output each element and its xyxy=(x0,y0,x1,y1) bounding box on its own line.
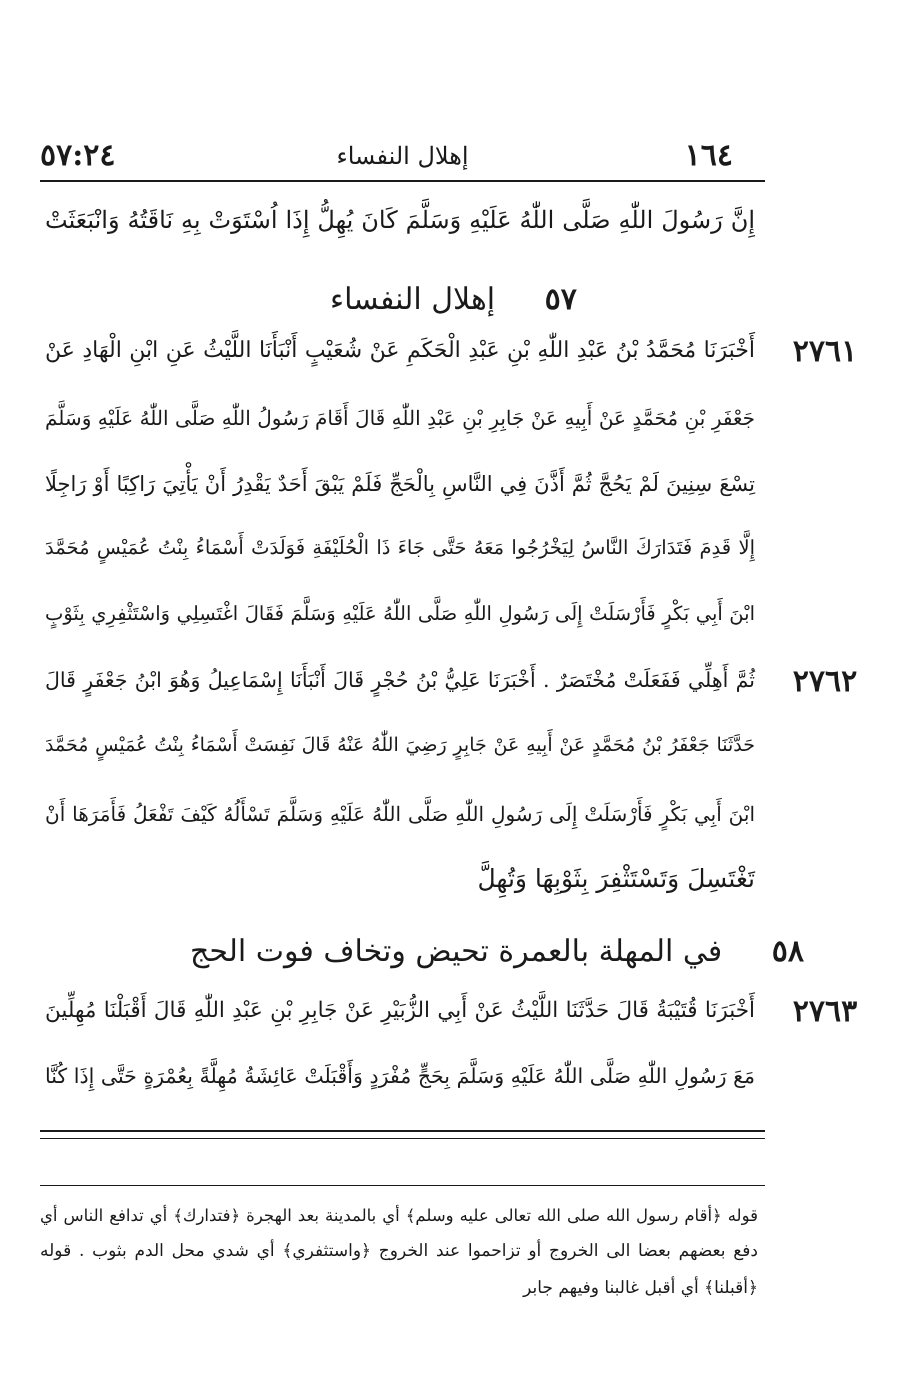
hadith-2761-line-3: تِسْعَ سِنِينَ لَمْ يَحُجَّ ثُمَّ أَذَّنَ فِي النَّاسِ بِالْحَجِّ فَلَمْ يَبْقَ أَحَدٌ يَقْدِرُ أَنْ يَأْتِيَ رَاكِبًا أَوْ رَاجِلًا xyxy=(45,472,755,496)
hadith-number-2761: ٢٧٦١ xyxy=(792,334,858,369)
hadith-2762-line-1: ثُمَّ أَهِلِّي فَفَعَلَتْ مُخْتَصَرٌ . أَخْبَرَنَا عَلِيُّ بْنُ حُجْرٍ قَالَ أَنْبَأَنَا إِسْمَاعِيلُ وَهُوَ ابْنُ جَعْفَرٍ قَالَ xyxy=(45,668,755,692)
hadith-2761-line-4: إِلَّا قَدِمَ فَتَدَارَكَ النَّاسُ لِيَخْرُجُوا مَعَهُ حَتَّى جَاءَ ذَا الْحُلَيْفَةِ فَوَلَدَتْ أَسْمَاءُ بِنْتُ عُمَيْسٍ مُحَمَّدَ xyxy=(45,536,755,559)
hadith-2761-line-2: جَعْفَرِ بْنِ مُحَمَّدٍ عَنْ أَبِيهِ عَنْ جَابِرِ بْنِ عَبْدِ اللّٰهِ قَالَ أَقَامَ رَسُولُ اللّٰهِ صَلَّى اللّٰهُ عَلَيْهِ وَسَلَّمَ xyxy=(45,406,756,430)
header-title: إهلال النفساء xyxy=(336,142,469,170)
continuation-line: إِنَّ رَسُولَ اللّٰهِ صَلَّى اللّٰهُ عَلَيْهِ وَسَلَّمَ كَانَ يُهِلُّ إِذَا اُسْتَوَتْ بِهِ نَاقَتُهُ وَانْبَعَثَتْ xyxy=(45,206,755,234)
page-header xyxy=(40,138,765,178)
hadith-2762-line-4: تَغْتَسِلَ وَتَسْتَثْفِرَ بِثَوْبِهَا وَتُهِلَّ xyxy=(477,864,755,893)
footnote-line-2: دفع بعضهم بعضا الى الخروج أو تزاحموا عند الخروج ﴿واستثفري﴾ أي شدي محل الدم بثوب . قوله xyxy=(40,1241,758,1261)
page-number: ١٦٤ xyxy=(684,138,733,173)
header-reference: ٥٧:٢٤ xyxy=(40,138,116,173)
chapter-heading-57 xyxy=(330,282,577,317)
footnote-rule xyxy=(40,1185,765,1186)
hadith-2762-line-3: ابْنَ أَبِي بَكْرٍ فَأَرْسَلَتْ إِلَى رَسُولِ اللّٰهِ صَلَّى اللّٰهُ عَلَيْهِ وَسَلَّمَ تَسْأَلُهُ كَيْفَ تَفْعَلُ فَأَمَرَهَا أَنْ xyxy=(45,802,755,826)
hadith-2763-line-2: مَعَ رَسُولِ اللّٰهِ صَلَّى اللّٰهُ عَلَيْهِ وَسَلَّمَ بِحَجٍّ مُفْرَدٍ وَأَقْبَلَتْ عَائِشَةُ مُهِلَّةً بِعُمْرَةٍ حَتَّى إِذَا كُنَّا xyxy=(45,1064,755,1088)
chapter-title: في المهلة بالعمرة تحيض وتخاف فوت الحج xyxy=(190,934,723,969)
hadith-2761-line-5: ابْنَ أَبِي بَكْرٍ فَأَرْسَلَتْ إِلَى رَسُولِ اللّٰهِ صَلَّى اللّٰهُ عَلَيْهِ وَسَلَّمَ فَقَالَ اغْتَسِلِي وَاسْتَثْفِرِي بِثَوْبٍ xyxy=(45,602,755,625)
chapter-number: ٥٧ xyxy=(544,282,577,317)
body-end-rule xyxy=(40,1130,765,1139)
hadith-number-2762: ٢٧٦٢ xyxy=(792,664,858,699)
header-rule xyxy=(40,180,765,182)
chapter-number: ٥٨ xyxy=(771,934,804,969)
footnote-line-3: ﴿أقبلنا﴾ أي أقبل غالبنا وفيهم جابر xyxy=(523,1278,758,1298)
hadith-2762-line-2: حَدَّثَنَا جَعْفَرُ بْنُ مُحَمَّدٍ عَنْ أَبِيهِ عَنْ جَابِرٍ رَضِيَ اللّٰهُ عَنْهُ قَالَ نَفِسَتْ أَسْمَاءُ بِنْتُ عُمَيْسٍ مُحَمَّدَ xyxy=(45,734,755,756)
chapter-title: إهلال النفساء xyxy=(330,282,496,317)
hadith-2763-line-1: أَخْبَرَنَا قُتَيْبَةُ قَالَ حَدَّثَنَا اللَّيْثُ عَنْ أَبِي الزُّبَيْرِ عَنْ جَابِرِ بْنِ عَبْدِ اللّٰهِ قَالَ أَقْبَلْنَا مُهِلِّينَ xyxy=(45,998,755,1023)
hadith-2761-line-1: أَخْبَرَنَا مُحَمَّدُ بْنُ عَبْدِ اللّٰهِ بْنِ عَبْدِ الْحَكَمِ عَنْ شُعَيْبٍ أَنْبَأَنَا اللَّيْثُ عَنِ ابْنِ الْهَادِ عَنْ xyxy=(45,338,755,363)
hadith-number-2763: ٢٧٦٣ xyxy=(792,994,858,1029)
footnote-line-1: قوله ﴿أقام رسول الله صلى الله تعالى عليه وسلم﴾ أي بالمدينة بعد الهجرة ﴿فتدارك﴾ أي تدافع الناس أي xyxy=(40,1206,758,1225)
chapter-heading-58 xyxy=(190,934,804,969)
